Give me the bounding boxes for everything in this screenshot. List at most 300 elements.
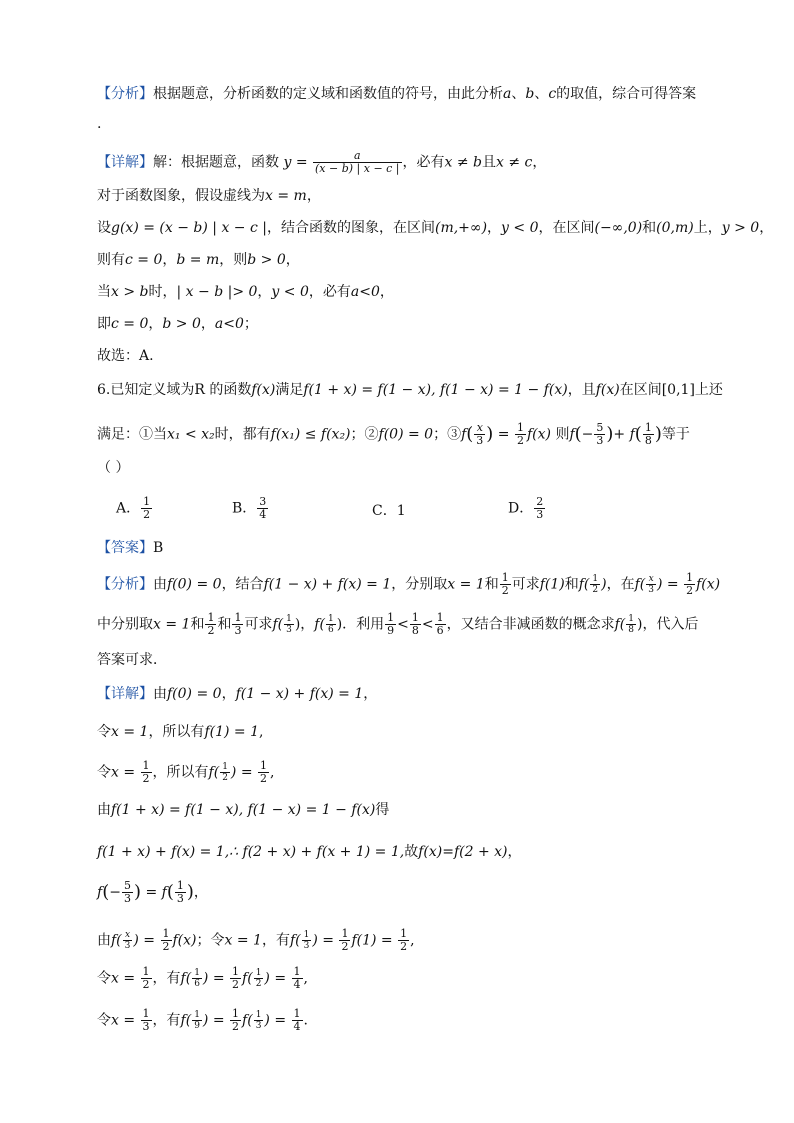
denominator: 2 [207,624,215,637]
denominator: 3 [123,892,131,905]
denominator: 3 [286,625,292,635]
formula: c = 0 [111,316,149,332]
denominator: 3 [234,624,242,637]
text: 上， [693,220,722,236]
formula: f(x) [696,576,721,593]
numerator: 1 [327,614,334,624]
paren: ( [634,423,642,445]
formula: f( [242,1012,253,1029]
fraction [230,966,241,991]
formula: f(1 + x) = f(1 − x), f(1 − x) = 1 − f(x) [111,802,376,818]
fraction [292,1008,303,1033]
formula: f( [634,576,646,593]
formula: f(1 + x) = f(1 − x), f(1 − x) = 1 − f(x) [303,382,568,398]
text: ，必有 [402,154,445,171]
formula: ) [601,576,607,593]
text: , [303,970,308,987]
text: 则 [555,426,570,443]
text: , [410,932,415,949]
formula: + f [613,426,635,443]
denominator: 4 [293,978,301,991]
fraction [192,1010,202,1031]
detail-line-6 [97,314,258,334]
analysis-tag: 【分析】 [97,576,153,593]
formula: ) = [133,932,156,949]
numerator: 1 [628,614,635,624]
numerator: 1 [260,759,268,772]
denominator: 9 [387,624,395,637]
numerator: 1 [303,930,310,940]
numerator: 1 [286,614,292,624]
detail-6-line-1 [97,684,377,704]
text: 令 [97,970,111,987]
text: , [270,764,275,781]
fraction [594,422,605,447]
answer-line [97,538,163,558]
fraction [410,612,421,637]
numerator: 5 [123,879,131,892]
formula: a<0 [350,284,380,300]
text: 和 [190,616,205,633]
denominator: 3 [142,1020,150,1033]
formula: ) = [656,576,679,593]
formula: f(1) = [351,932,393,949]
text: 可求 [511,576,540,593]
fraction [339,928,350,953]
question-6-line-3 [97,458,129,478]
text: ，在区间 [538,220,595,236]
separator: 、 [534,86,549,102]
fraction [590,574,600,595]
formula: f(1 − x) + f(x) = 1 [235,686,364,702]
detail-line-4 [97,250,300,270]
text: ， [306,188,321,204]
detail-6-line-4 [97,800,389,820]
denominator: 3 [255,1021,262,1031]
less-than: < [397,616,409,633]
fraction [257,496,268,521]
numerator: 1 [222,762,228,772]
text: ；令 [196,932,225,949]
text: 由 [97,802,111,818]
fraction [258,760,269,785]
formula: ) = [230,764,253,781]
formula: f( [180,1012,192,1029]
text: ，则 [219,252,248,268]
formula: y = [283,154,308,171]
denominator: (x − b) | x − c | [315,162,400,175]
text: )， [294,616,315,633]
text: 即 [97,316,111,332]
text: )，代入后 [637,616,699,633]
fraction [232,612,243,637]
numerator: a [313,150,402,163]
text: 设 [97,220,111,236]
numerator: 1 [162,927,170,940]
formula: x = 1 [224,932,262,949]
formula: x ≠ b [444,154,483,171]
period: . [97,116,102,132]
denominator: 6 [327,625,334,635]
text: ， [200,316,215,332]
fraction [220,762,230,783]
fraction [435,612,446,637]
text: 令 [97,724,111,740]
fraction [313,150,402,175]
text: 和 [217,616,232,633]
denominator: 3 [536,508,544,521]
fraction [474,422,485,447]
denominator: 4 [259,508,267,521]
detail-6-line-9 [97,1008,308,1033]
numerator: 1 [501,571,509,584]
answer-value: B [153,540,164,556]
detail-6-line-3 [97,760,274,785]
paren: ) [186,881,194,903]
numerator: 1 [176,879,184,892]
formula: f(1 − x) + f(x) = 1 [263,576,392,593]
text: ， [162,252,177,268]
analysis-tag: 【分析】 [97,86,153,102]
formula: f(1 + x) + f(x) = 1,∴ f(2 + x) + f(x + 1) = 1, [97,844,405,860]
question-6-line-2: 满足：①当x₁ < x₂时，都有f(x₁) ≤ f(x₂)；②f(0) = 0；③f( $\frac{x}{3}$ ) = $\frac{1}{2}$ f(x) 则f(− $\frac{5}{3}$ )+ f( $\frac{1}{8}$ )等于 [97,421,690,447]
text: 且 [482,154,497,171]
text: 由 [153,576,167,593]
formula: f( [208,764,220,781]
denominator: 3 [124,941,131,951]
formula: f(1) [539,576,565,593]
var-b: b [525,86,535,102]
numerator: 1 [194,968,200,978]
text: ， [487,220,502,236]
fraction [254,968,264,989]
numerator: 1 [255,1010,262,1020]
detail-line-3 [97,218,773,238]
analysis-6-line-3 [97,650,167,670]
denominator: 3 [596,434,604,447]
text: ，所以有 [152,764,209,781]
denominator: 8 [628,625,635,635]
formula: f( [272,616,284,633]
equals: = [497,426,510,443]
text: ，结合函数的图象，在区间 [266,220,435,236]
formula: b > 0 [162,316,201,332]
question-6-line-1 [97,380,723,400]
paren: ) [606,423,614,445]
text: ， [257,284,272,300]
text: )．利用 [336,616,385,633]
formula: f( [111,932,122,949]
detail-tag: 【详解】 [97,686,153,702]
text: 答案可求． [97,652,167,668]
text: 和 [564,576,579,593]
numerator: 1 [255,968,262,978]
answer-blank: （ ） [97,460,130,476]
text: ；③ [433,426,462,443]
formula: f [97,884,103,901]
denominator: 2 [143,508,151,521]
option-d[interactable] [508,496,546,521]
formula: ) = [264,970,287,987]
formula: x = [111,764,136,781]
formula: x = 1 [111,724,149,740]
separator: 、 [511,86,526,102]
formula: ) = [264,1012,287,1029]
less-than: < [421,616,434,633]
text: 上还 [694,382,723,398]
denominator: 6 [436,624,444,637]
denominator: 3 [648,585,654,595]
fraction [534,496,545,521]
analysis-6-line-1 [97,572,720,597]
question-number: 6.已知定义域为R 的函数 [97,382,252,398]
text: ， [148,316,163,332]
formula: f [461,426,467,443]
denominator: 2 [232,1020,240,1033]
fraction [141,760,152,785]
text: 令 [97,1012,111,1029]
detail-line-5 [97,282,394,302]
denominator: 2 [232,978,240,991]
text: ， [285,252,300,268]
detail-6-line-6: f(− $\frac{5}{3}$ ) = f( $\frac{1}{3}$ )， [97,879,208,905]
paren: ) [654,423,662,445]
paren: ( [102,881,110,903]
paren: ( [574,423,582,445]
analysis-text: 根据题意，分析函数的定义域和函数值的符号，由此分析 [153,86,503,102]
analysis-line-2 [97,114,101,134]
denominator: 2 [400,940,408,953]
text: 可求 [244,616,273,633]
formula: f(x₁) ≤ f(x₂) [270,426,351,443]
detail-tag: 【详解】 [97,154,153,171]
text: ， [221,686,236,702]
fraction [205,612,216,637]
option-b[interactable] [232,496,269,521]
numerator: 1 [232,1007,240,1020]
numerator: 3 [259,495,267,508]
numerator: 1 [207,611,215,624]
formula: x = 1 [447,576,485,593]
fraction [515,422,526,447]
text: 和 [642,220,657,236]
fraction [646,574,656,595]
interval: (m,+∞) [434,220,488,236]
option-c[interactable] [372,500,406,520]
fraction [500,572,511,597]
detail-6-line-7 [97,928,415,953]
text: 故选：A. [97,348,154,364]
denominator: 9 [194,1021,200,1031]
formula: f( [314,616,325,633]
formula: x = [111,970,136,987]
fraction [192,968,202,989]
formula: f(0) = 0 [167,686,222,702]
denominator: 6 [194,979,200,989]
denominator: 2 [516,434,524,447]
text: 对于函数图象，假设虚线为 [97,188,265,204]
text: 时，都有 [214,426,271,443]
fraction [326,614,336,635]
formula: f(x) [251,382,276,398]
formula: f( [180,970,192,987]
text: ；② [350,426,379,443]
formula: b > 0 [247,252,286,268]
formula: f(1) = 1 [204,724,259,740]
interval: (−∞,0) [594,220,643,236]
paren: ) [486,423,494,445]
text: 满足：①当 [97,426,167,443]
interval: (0,m) [656,220,694,236]
fraction [398,928,409,953]
text: 则有 [97,252,125,268]
numerator: 1 [234,611,242,624]
numerator: 1 [387,611,395,624]
option-label: B． [232,500,257,517]
formula: x > b [111,284,149,300]
analysis-line-1 [97,84,696,104]
formula: f( [614,616,626,633]
denominator: 2 [142,772,150,785]
fraction [141,496,152,521]
detail-line-1 [97,150,546,175]
text: ，有 [152,970,181,987]
var-a: a [503,86,512,102]
formula: f [569,426,575,443]
denominator: 3 [176,892,184,905]
text: 故 [404,844,419,860]
formula: f( [578,576,590,593]
formula: y < 0 [501,220,539,236]
text: ，有 [152,1012,181,1029]
numerator: 1 [516,421,524,434]
detail-lead: 解：根据题意，函数 [153,154,279,171]
numerator: 1 [232,965,240,978]
formula: b = m [176,252,220,268]
option-label: A． [116,500,141,517]
formula: f(x)=f(2 + x) [418,844,508,860]
formula: ) = [202,970,225,987]
paren: ( [466,423,474,445]
denominator: 8 [411,624,419,637]
analysis-tail: 的取值，综合可得答案 [556,86,697,102]
detail-6-line-5 [97,842,522,862]
fraction [254,1010,264,1031]
formula: y > 0 [721,220,760,236]
option-label: C． [372,503,397,519]
text: 时， [148,284,177,300]
numerator: 1 [411,611,419,624]
numerator: 1 [644,421,652,434]
numerator: 1 [142,759,150,772]
numerator: 1 [436,611,444,624]
fraction [385,612,396,637]
numerator: x [474,422,485,435]
formula: x ≠ c [496,154,533,171]
formula: y < 0 [271,284,309,300]
option-a[interactable] [116,496,153,521]
text: ，结合 [221,576,264,593]
text: 当 [97,284,111,300]
fraction [175,880,186,905]
numerator: 1 [293,965,301,978]
numerator: 1 [400,927,408,940]
fraction [141,1008,152,1033]
text: ， [532,154,547,171]
formula: f(x) [526,426,551,443]
text: 满足 [275,382,304,398]
fraction [626,614,636,635]
text: ，又结合非减函数的概念求 [446,616,615,633]
text: ， [507,844,522,860]
text: 等于 [661,426,690,443]
numerator: 1 [143,495,151,508]
numerator: 1 [686,571,694,584]
denominator: 2 [592,585,599,595]
fraction [643,422,654,447]
fraction [230,1008,241,1033]
text: ，所以有 [148,724,205,740]
formula: x = m [265,188,307,204]
denominator: 8 [644,434,652,447]
text: ， [379,284,394,300]
formula: x = [111,1012,136,1029]
var-c: c [548,86,557,102]
detail-line-7 [97,346,154,366]
denominator: 2 [162,940,170,953]
denominator: 2 [260,772,268,785]
answer-tag: 【答案】 [97,540,153,556]
formula: ) = [202,1012,225,1029]
detail-line-2 [97,186,321,206]
paren: ( [166,881,174,903]
analysis-6-line-2 [97,612,698,637]
text: ，且 [567,382,596,398]
text: 由 [97,932,111,949]
numerator: 1 [194,1010,200,1020]
text: 和 [484,576,499,593]
fraction [141,966,152,991]
formula: x = 1 [153,616,191,633]
formula: f(x) [172,932,197,949]
denominator: 2 [142,978,150,991]
denominator: 2 [255,979,262,989]
formula: f(x) [595,382,620,398]
text: ； [243,316,258,332]
text: . [303,1012,308,1029]
numerator: 5 [596,421,604,434]
denominator: 2 [341,940,349,953]
denominator: 2 [686,584,694,597]
numerator: x [646,574,656,585]
fraction [684,572,695,597]
text: ， [363,686,378,702]
formula: a<0 [214,316,244,332]
formula: | x − b |> 0 [176,284,258,300]
numerator: 1 [592,574,599,584]
interval: [0,1] [661,382,695,398]
fraction [284,614,294,635]
formula: ) = [312,932,334,949]
numerator: 1 [341,927,349,940]
fraction [292,966,303,991]
option-value: 1 [396,503,406,519]
numerator: x [123,930,133,941]
fraction [123,930,133,951]
formula: f(0) = 0 [167,576,222,593]
fraction [122,880,133,905]
text: 令 [97,764,111,781]
